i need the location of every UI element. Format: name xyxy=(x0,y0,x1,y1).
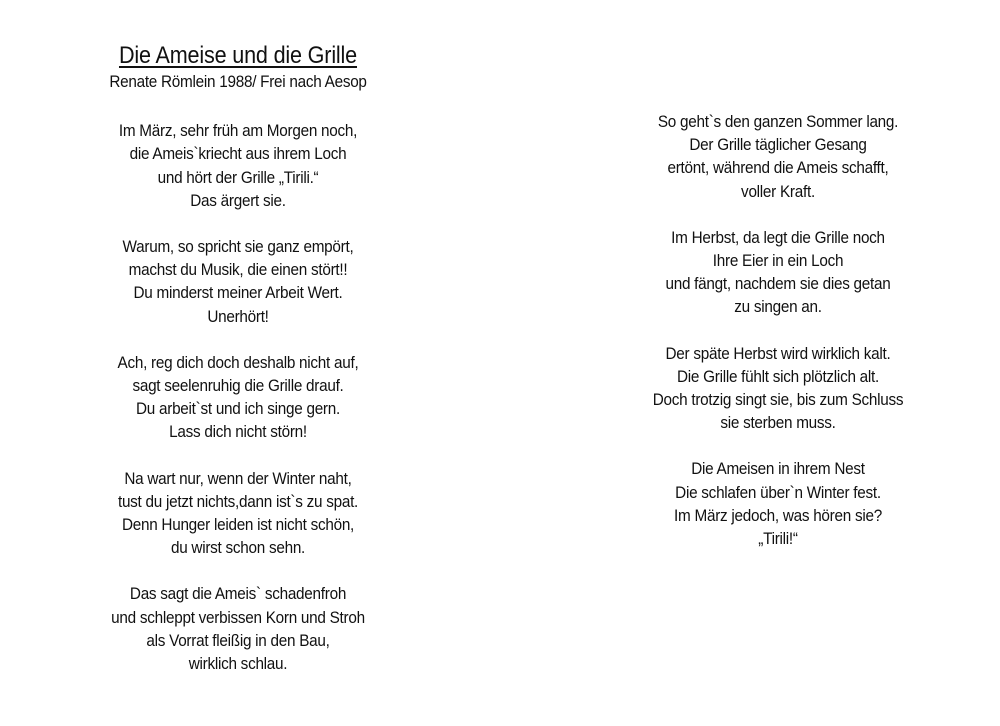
stanza xyxy=(616,457,940,550)
poem-left-column xyxy=(78,42,398,698)
poem-line: tust du jetzt nichts,dann ist`s zu spat. xyxy=(117,491,359,511)
poem-line: und fängt, nachdem sie dies getan xyxy=(665,274,891,294)
poem-line: Im März jedoch, was hören sie? xyxy=(674,505,882,525)
poem-line: zu singen an. xyxy=(734,297,822,317)
poem-line: Die Ameisen in ihrem Nest xyxy=(691,459,865,479)
poem-line: Du minderst meiner Arbeit Wert. xyxy=(133,283,343,303)
poem-line: Das ärgert sie. xyxy=(190,190,286,210)
stanza xyxy=(78,351,398,444)
poem-line: Im März, sehr früh am Morgen noch, xyxy=(118,121,358,141)
poem-right-column xyxy=(616,110,940,573)
poem-line: Na wart nur, wenn der Winter naht, xyxy=(124,468,352,488)
poem-line: Der Grille täglicher Gesang xyxy=(689,135,867,155)
poem-line: und hört der Grille „Tirili.“ xyxy=(157,167,319,187)
poem-line: Im Herbst, da legt die Grille noch xyxy=(671,227,885,247)
poem-line: die Ameis`kriecht aus ihrem Loch xyxy=(129,144,347,164)
stanza xyxy=(78,467,398,560)
poem-line: „Tirili!“ xyxy=(758,529,798,549)
poem-line: Der späte Herbst wird wirklich kalt. xyxy=(665,343,891,363)
poem-line: voller Kraft. xyxy=(741,181,815,201)
poem-line: sagt seelenruhig die Grille drauf. xyxy=(132,376,344,396)
poem-subtitle: Renate Römlein 1988/ Frei nach Aesop xyxy=(109,72,367,91)
right-stanzas xyxy=(616,110,940,550)
poem-line: machst du Musik, die einen stört!! xyxy=(128,260,348,280)
poem-line: du wirst schon sehn. xyxy=(170,538,306,558)
stanza xyxy=(616,110,940,203)
poem-line: Lass dich nicht störn! xyxy=(169,422,307,442)
poem-line: Denn Hunger leiden ist nicht schön, xyxy=(121,515,355,535)
stanza xyxy=(78,235,398,328)
poem-line: Unerhört! xyxy=(207,306,269,326)
poem-line: wirklich schlau. xyxy=(188,654,288,674)
poem-line: ertönt, während die Ameis schafft, xyxy=(667,158,889,178)
poem-line: Doch trotzig singt sie, bis zum Schluss xyxy=(652,390,904,410)
stanza xyxy=(616,342,940,435)
poem-line: Die Grille fühlt sich plötzlich alt. xyxy=(676,366,879,386)
left-stanzas xyxy=(78,119,398,675)
stanza xyxy=(78,119,398,212)
poem-line: Ihre Eier in ein Loch xyxy=(712,251,844,271)
stanza xyxy=(78,582,398,675)
stanza xyxy=(616,226,940,319)
poem-title: Die Ameise und die Grille xyxy=(118,42,358,69)
poem-line: als Vorrat fleißig in den Bau, xyxy=(146,630,330,650)
poem-line: Du arbeit`st und ich singe gern. xyxy=(136,399,340,419)
poem-line: So geht`s den ganzen Sommer lang. xyxy=(657,112,899,131)
poem-line: Die schlafen über`n Winter fest. xyxy=(675,482,881,502)
poem-line: Das sagt die Ameis` schadenfroh xyxy=(129,584,347,604)
poem-line: Ach, reg dich doch deshalb nicht auf, xyxy=(117,352,359,372)
poem-line: Warum, so spricht sie ganz empört, xyxy=(122,237,354,257)
poem-line: und schleppt verbissen Korn und Stroh xyxy=(111,607,365,627)
poem-line: sie sterben muss. xyxy=(720,413,836,433)
